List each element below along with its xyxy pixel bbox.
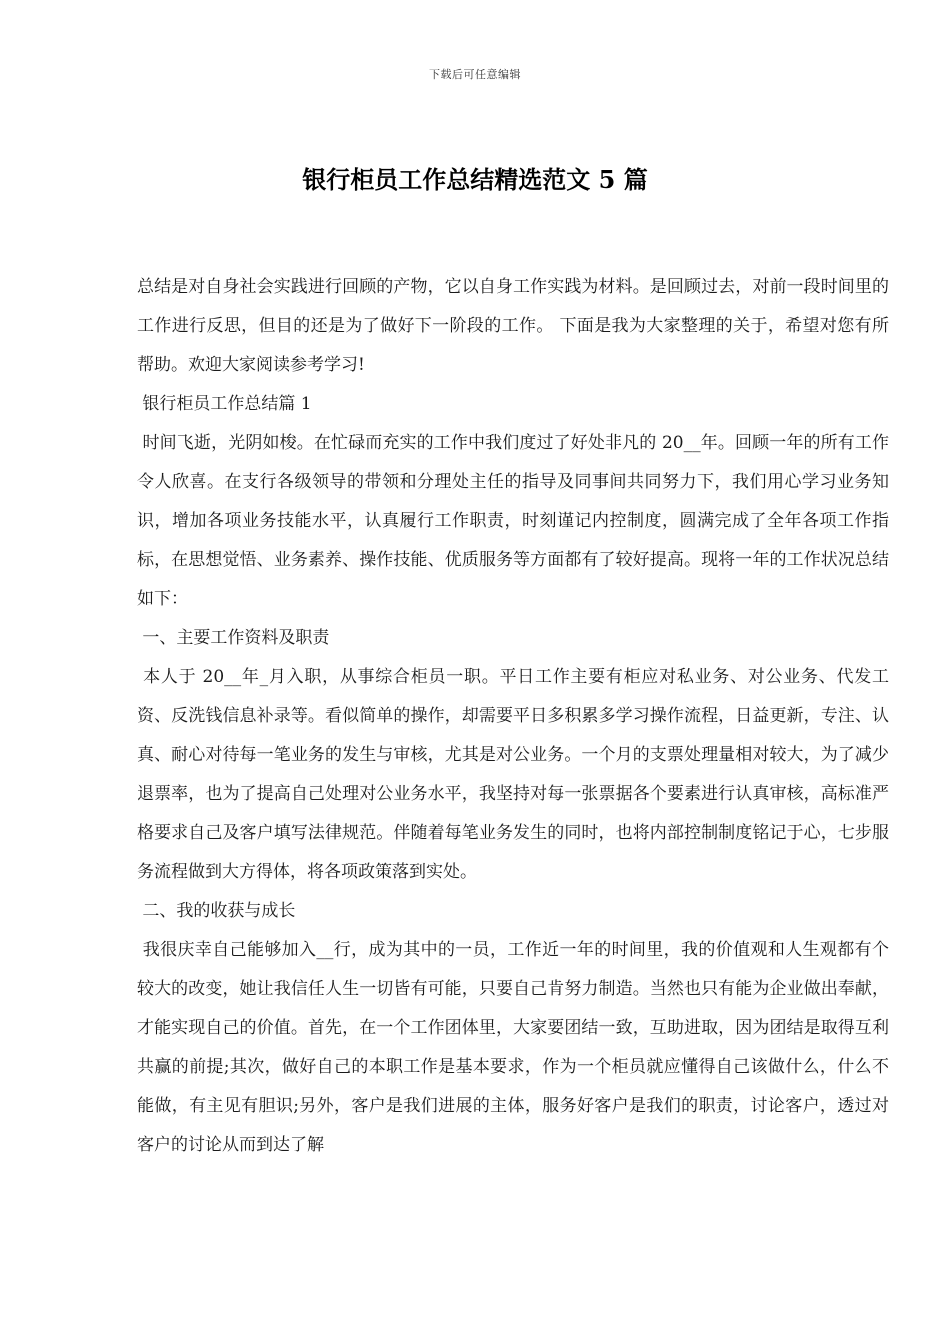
- section-heading-part-1: 银行柜员工作总结篇 1: [137, 394, 312, 414]
- document-body: [137, 268, 889, 1165]
- subsection-heading-duties: 一、主要工作资料及职责: [137, 628, 330, 648]
- intro-paragraph: 总结是对自身社会实践进行回顾的产物，它以自身工作实践为材料。是回顾过去，对前一段时间里的工作进行反思，但目的还是为了做好下一阶段的工作。 下面是我为大家整理的关于，希望对您有所帮助。欢迎大家阅读参考学习!: [137, 277, 889, 375]
- subsection-heading-growth: 二、我的收获与成长: [137, 901, 296, 921]
- body-paragraph: 我很庆幸自己能够加入__行，成为其中的一员，工作近一年的时间里，我的价值观和人生观都有个较大的改变，她让我信任人生一切皆有可能，只要自己肯努力制造。当然也只有能为企业做出奉献，才能实现自己的价值。首先，在一个工作团体里，大家要团结一致，互助进取，因为团结是取得互利共赢的前提;其次，做好自己的本职工作是基本要求，作为一个柜员就应懂得自己该做什么，什么不能做，有主见有胆识;另外，客户是我们进展的主体，服务好客户是我们的职责，讨论客户，透过对客户的讨论从而到达了解: [137, 940, 890, 1155]
- body-paragraph: 时间飞逝，光阴如梭。在忙碌而充实的工作中我们度过了好处非凡的 20__年。回顾一年的所有工作令人欣喜。在支行各级领导的带领和分理处主任的指导及同事间共同努力下，我们用心学习业务知识，增加各项业务技能水平，认真履行工作职责，时刻谨记内控制度，圆满完成了全年各项工作指标，在思想觉悟、业务素养、操作技能、优质服务等方面都有了较好提高。现将一年的工作状况总结如下：: [137, 433, 889, 609]
- document-title: 银行柜员工作总结精选范文 5 篇: [302, 165, 648, 194]
- header-note: 下载后可任意编辑: [429, 68, 521, 81]
- body-paragraph: 本人于 20__年_月入职，从事综合柜员一职。平日工作主要有柜应对私业务、对公业务、代发工资、反洗钱信息补录等。看似简单的操作，却需要平日多积累多学习操作流程，日益更新，专注、认真、耐心对待每一笔业务的发生与审核，尤其是对公业务。一个月的支票处理量相对较大，为了减少退票率，也为了提高自己处理对公业务水平，我坚持对每一张票据各个要素进行认真审核，高标准严格要求自己及客户填写法律规范。伴随着每笔业务发生的同时，也将内部控制制度铭记于心，七步服务流程做到大方得体，将各项政策落到实处。: [137, 667, 889, 882]
